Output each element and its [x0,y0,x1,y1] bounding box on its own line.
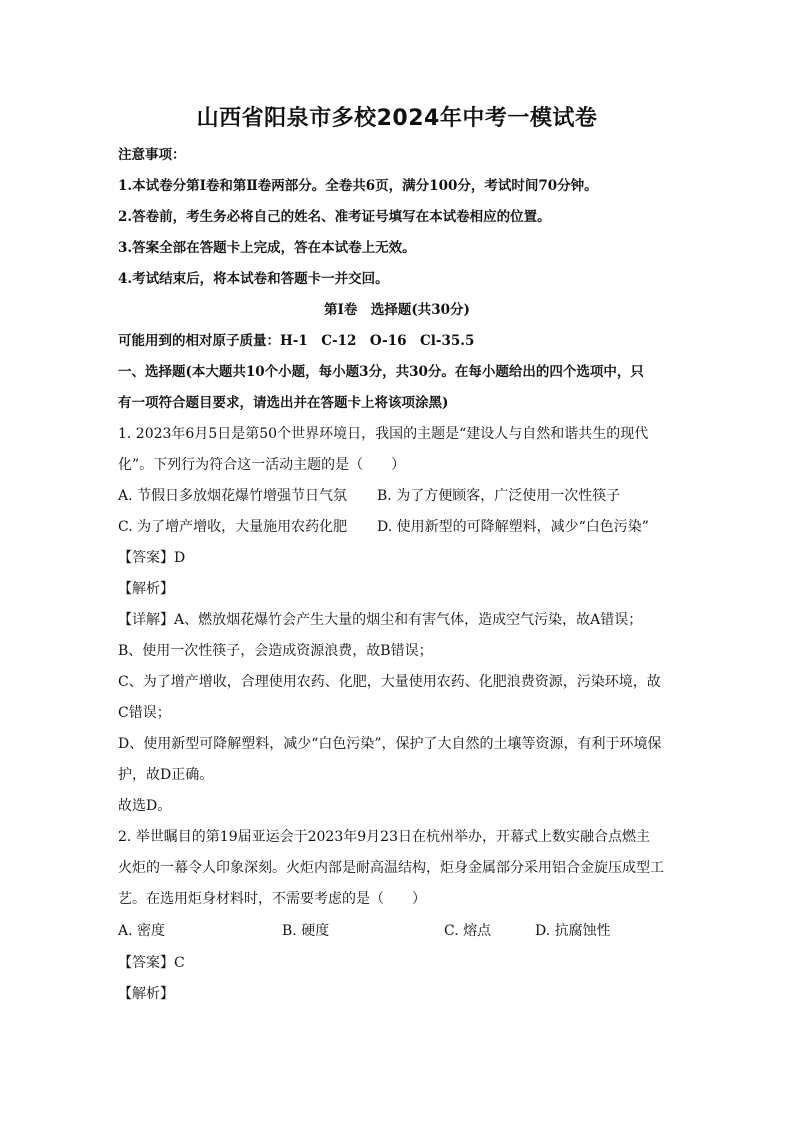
notice-heading: 注意事项： [118,147,186,163]
q2-stem-line-3: 艺。在选用炬身材料时，不需要考虑的是（ ） [118,891,426,907]
q1-explanation-line-6: 护，故D正确。 [118,767,214,783]
q2-option-c: C. 熔点 [444,923,492,939]
notice-item-1: 1.本试卷分第Ⅰ卷和第Ⅱ卷两部分。全卷共6页，满分100分，考试时间70分钟。 [118,178,598,194]
q1-option-c: C. 为了增产增收，大量施用农药化肥 [118,519,348,535]
section-instructions-line-2: 有一项符合题目要求，请选出并在答题卡上将该项涂黑) [118,395,449,411]
q2-stem-line-2: 火炬的一幕令人印象深刻。火炬内部是耐高温结构，炬身金属部分采用铝合金旋压成型工 [118,860,664,876]
q2-answer: 【答案】C [118,955,185,971]
q1-stem-line-1: 1. 2023年6月5日是第50个世界环境日，我国的主题是“建设人与自然和谐共生的现代 [118,426,649,442]
q1-stem-line-2: 化”。下列行为符合这一活动主题的是（ ） [118,457,406,473]
q1-explanation-line-4: C错误； [118,705,171,721]
q2-analysis-label: 【解析】 [118,986,174,1002]
atomic-masses: 可能用到的相对原子质量：H-1 C-12 O-16 Cl-35.5 [118,333,475,349]
q2-option-a: A. 密度 [118,923,166,939]
q1-explanation-line-5: D、使用新型可降解塑料，减少“白色污染”，保护了大自然的土壤等资源，有利于环境保 [118,736,662,752]
q1-option-b: B. 为了方便顾客，广泛使用一次性筷子 [377,488,621,504]
notice-item-3: 3.答案全部在答题卡上完成，答在本试卷上无效。 [118,240,416,256]
notice-item-2: 2.答卷前，考生务必将自己的姓名、准考证号填写在本试卷相应的位置。 [118,209,551,225]
notice-item-4: 4.考试结束后，将本试卷和答题卡一并交回。 [118,271,389,287]
q1-explanation-line-2: B、使用一次性筷子，会造成资源浪费，故B错误； [118,643,433,659]
q2-stem-line-1: 2. 举世瞩目的第19届亚运会于2023年9月23日在杭州举办，开幕式上数实融合点燃主 [118,829,650,845]
q1-explanation-line-7: 故选D。 [118,798,172,814]
section-title: 第Ⅰ卷 选择题(共30分) [324,302,470,318]
q1-analysis-label: 【解析】 [118,581,174,597]
section-instructions-line-1: 一、选择题(本大题共10个小题，每小题3分，共30分。在每小题给出的四个选项中，只 [118,364,644,380]
q1-option-a: A. 节假日多放烟花爆竹增强节日气氛 [118,488,348,504]
q1-answer: 【答案】D [118,550,186,566]
q1-option-d: D. 使用新型的可降解塑料，减少“白色污染” [377,519,649,535]
q1-explanation-line-3: C、为了增产增收，合理使用农药、化肥，大量使用农药、化肥浪费资源，污染环境，故 [118,674,661,690]
exam-title: 山西省阳泉市多校2024年中考一模试卷 [196,106,598,131]
q1-explanation-line-1: 【详解】A、燃放烟花爆竹会产生大量的烟尘和有害气体，造成空气污染，故A错误； [118,612,643,628]
q2-option-d: D. 抗腐蚀性 [535,923,611,939]
q2-option-b: B. 硬度 [282,923,330,939]
